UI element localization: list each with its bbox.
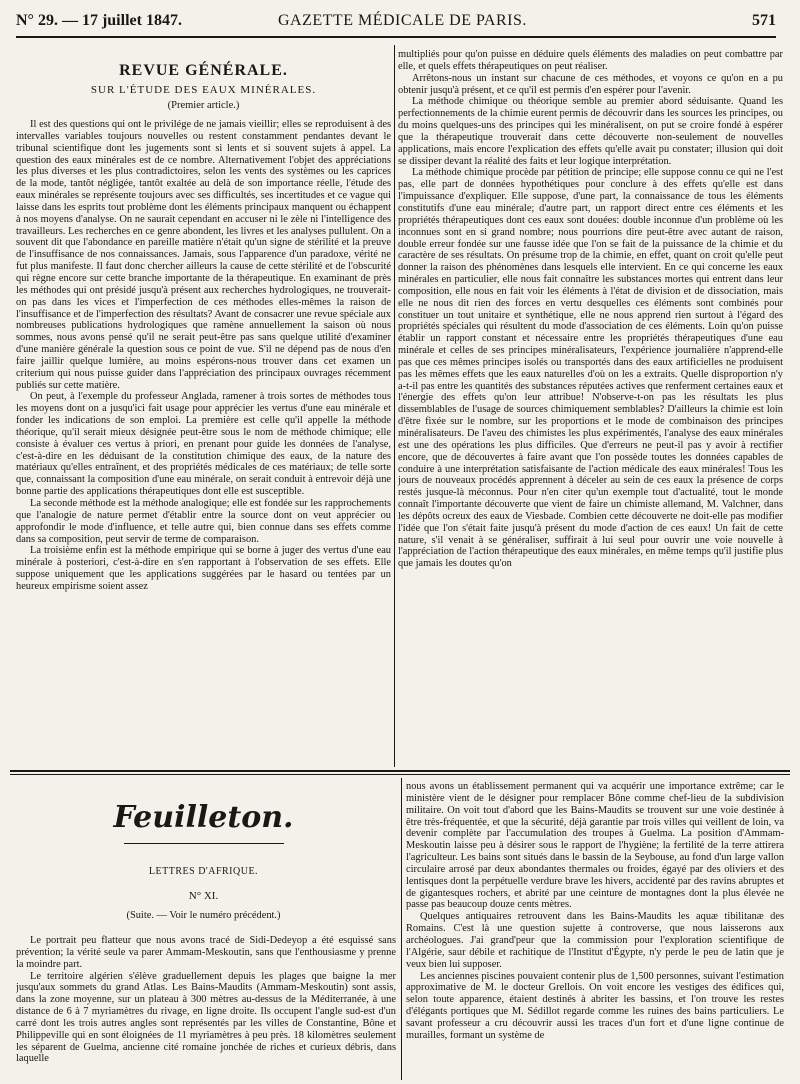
lettres-suite: (Suite. — Voir le numéro précédent.): [126, 910, 281, 921]
column-divider: [394, 45, 395, 767]
revue-title: REVUE GÉNÉRALE.: [119, 62, 288, 79]
revue-paragraph: La méthode chimique ou théorique semble au premier abord séduisante. Quand les perfectionnements de la chimie eurent permis de découvrir dans les sources les principes, ou du moins quelques-uns des principes qui les minéralisent, on put se croire fondé à espérer que la thérapeutique trouverait dans cette découverte non-seulement de nouvelles applications, mais encore l'explication des effets qu'elle avait pu constater; illusion qui doit se dissiper devant la réalité des faits et leur logique interprétation.: [398, 96, 783, 167]
revue-paragraph: La troisième enfin est la méthode empirique qui se borne à juger des vertus d'une eau minérale à posteriori, c'est-à-dire en s'en rapportant à l'observation de ses effets. Elle suppose uniquement que les applications suggérées par le hasard ou tentées par un heureux empirisme soient assez: [16, 545, 391, 592]
feuilleton-rule: [124, 843, 284, 845]
feuilleton-paragraph: nous avons un établissement permanent qui va acquérir une importance extrême; car le ministère vient de le désigner pour remplacer Bône comme chef-lieu de la subdivision militaire. On voit tout d'abord que les Bains-Maudits se trouvent sur une voie destinée à être très-fréquentée, et que la sécurité, déjà garantie par trois villes qui veillent de loin, va devenir complète par l'accumulation des troupes à Guelma. La position d'Ammam-Meskoutin laisse peu à désirer sous le rapport de l'hygiène; la fertilité de la terre attirera l'agriculteur. Les bains sont situés dans le bassin de la Seybouse, au fond d'un large vallon circulaire arrosé par deux abondantes thermales ou froides, égayé par des oliviers et des lentisques dont la perpétuelle verdure brave les hivers, accidenté par des ravins abruptes et de gigantesques rochers, et abrité par une ceinture de montagnes dont la plus élevée ne passe pas beaucoup douze cents mètres.: [406, 781, 784, 911]
feuilleton-paragraph: Quelques antiquaires retrouvent dans les Bains-Maudits les aquæ tibilitanæ des Romains. C'est là une question sujette à controverse, que nous laisserons aux archéologues. J'ai grand'peur que la commission pour l'exploration scientifique de l'Algérie, saur débile et rachitique de l'Institut d'Égypte, n'y perde le peu de latin que je veux bien lui supposer.: [406, 911, 784, 970]
lettres-heading: LETTRES D'AFRIQUE.: [148, 866, 259, 877]
lettres-number: N° XI.: [188, 890, 219, 902]
feuilleton-column-divider: [401, 778, 402, 1080]
revue-paragraph: multipliés pour qu'on puisse en déduire quels éléments des maladies on peut combattre par elle, et quels effets thérapeutiques on peut réaliser.: [398, 49, 783, 72]
issue-date: N° 29. — 17 juillet 1847.: [16, 12, 182, 29]
feuilleton-paragraph: Le portrait peu flatteur que nous avons tracé de Sidi-Dedeyop a été esquissé sans prévention; la vérité seule va parer Ammam-Meskoutin, sans que l'enthousiasme y prenne la moindre part.: [16, 935, 396, 970]
newspaper-title: GAZETTE MÉDICALE DE PARIS.: [278, 12, 527, 29]
page-number: 571: [752, 12, 776, 29]
feuilleton-separator: [10, 770, 790, 775]
revue-left-column: [16, 119, 391, 767]
masthead: [16, 10, 776, 38]
feuilleton-left-column: [16, 935, 396, 1080]
revue-paragraph: Il est des questions qui ont le privilége de ne jamais vieillir; elles se reproduisent à des intervalles variables toujours nouvelles ou restent constamment pendantes devant le tribunal scientifique dont les jugements sont si lents et si souvent sujets à appel. La question des eaux minérales est de ce nombre. Alternativement l'objet des appréciations les plus diverses et les plus contradictoires, selon les vents des systèmes ou les caprices de la mode, tantôt négligée, tantôt exaltée au delà de son importance réelle, l'étude des eaux minérales se représente toujours avec ses difficultés, ses incertitudes et ce vague qui laisse dans les esprits tout problème dont les éléments principaux manquent ou échappent à nos moyens d'analyse. On ne saurait cependant en accuser ni le zèle ni l'intelligence des travailleurs. Les recherches en ce genre abondent, les livres et les analyses pullulent. On a souvent dit que l'abondance en pareille matière n'était qu'un signe de stérilité et la preuve de l'insuffisance de nos connaissances. Jamais, sous l'apparence d'un paradoxe, vérité ne fut plus manifeste. Il faut donc chercher ailleurs la cause de cette stérilité et de l'obscurité qui règne encore sur cette branche importante de la thérapeutique. En examinant de près les méthodes qui ont présidé jusqu'à présent aux recherches hydrologiques, ne trouverait-on pas dans les vices et l'imperfection de ces méthodes elles-mêmes la raison de l'insuffisance et de l'imperfection des résultats? Avant de consacrer une revue spéciale aux nombreuses publications hydrologiques que ramène annuellement la saison où nous sommes, nous avons pensé qu'il ne serait peut-être pas sans quelque utilité d'examiner d'une manière générale la question sous ce point de vue. S'il ne dépend pas de nous d'en faire jaillir quelque lumière, au moins espérons-nous trouver dans cet examen un criterium qui nous puisse guider dans l'appréciation des principaux ouvrages récemment publiés sur cette matière.: [16, 119, 391, 391]
revue-paragraph: Arrêtons-nous un instant sur chacune de ces méthodes, et voyons ce qu'on en a pu obtenir jusqu'à présent, et ce qu'il est permis d'en espérer pour l'avenir.: [398, 72, 783, 96]
feuilleton-right-column: [406, 781, 784, 1079]
revue-paragraph: La seconde méthode est la méthode analogique; elle est fondée sur les rapprochements que l'analogie de nature permet d'établir entre la source dont on veut apprécier ou approfondir le mode d'influence, et telle autre qui, bien connue dans ses effets comme dans sa composition, peut servir de terme de comparaison.: [16, 498, 391, 545]
revue-paragraph: La méthode chimique procède par pétition de principe; elle suppose connu ce qui ne l'est pas, elle part de données hypothétiques pour conclure à des effets qu'elle est dans l'impuissance d'expliquer. Elle suppose, d'une part, la connaissance de tous les éléments constitutifs d'une eau minérale; d'autre part, un rapport direct entre ces éléments et les propriétés thérapeutiques dont ces eaux sont douées: double inconnue d'un problème où les inconnues sont en si grand nombre; nous pourrions dire peut-être avec autant de raison, double erreur fondée sur une fausse idée que l'on se fait de la puissance de la chimie et du caractère de ses résultats. On présume trop de la chimie, en effet, quant on croit qu'elle peut donner la raison des phénomènes dans lesquels elle intervient. En ce qui concerne les eaux minérales en particulier, elle nous fait connaître les substances mortes qui entrent dans leur composition, elle nous en fait voir les éléments à l'état de division et de dissociation, mais elle ne nous dit rien des forces en vertu desquelles ces éléments sont combinés pour constituer un tout unitaire et synthétique, elle ne nous apprend rien surtout à l'égard des propriétés spéciales qui résultent du mode d'association de ces éléments. Loin qu'on puisse établir un rapport constant et nécessaire entre les propriétés thérapeutiques d'une eau minérale et celles de ses principes minéralisateurs, l'expérience journalière n'apprend-elle pas que ces mêmes principes isolés ou transportés dans des eaux artificielles ne produisent pas les mêmes effets que les eaux naturelles d'où on les a extraits. Quelle disproportion n'y a-t-il pas entre les quantités des substances réputées actives que renferment certaines eaux et l'énergie des effets qu'on leur attribue! N'observe-t-on pas les résultats les plus dissemblables de l'usage de sources chimiquement semblables? D'ailleurs la chimie est loin d'être fixée sur le nombre, sur les proportions et le mode de combinaison des principes minéralisateurs. De l'aveu des chimistes les plus expérimentés, l'analyse des eaux minérales est une des opérations les plus difficiles. Que d'erreurs ne peut-il pas y avoir à rectifier encore, que de découvertes à faire avant que l'on possède toutes les données capables de conduire à une interprétation satisfaisante de l'action médicale des eaux minérales! Tous les jours de nouveaux procédés apprennent à déceler au sein de ces eaux la présence de corps restés jusque-là méconnus. Pour n'en citer qu'un exemple tout d'actualité, tout le monde connaît l'importante découverte que vient de faire un chimiste allemand, M. Valchner, dans les dépôts ocreux des eaux de Viesbade. Combien cette découverte ne doit-elle pas modifier l'idée que l'on s'était faite jusqu'à présent du mode d'action de ces eaux! Un fait de cette nature, s'il venait à se généraliser, suffirait à lui seul pour ouvrir une voie nouvelle à l'appréciation de l'action thérapeutique des eaux minérales, en même temps qu'il justifie plus que jamais les doutes qu'on: [398, 167, 783, 570]
revue-subtitle: SUR L'ÉTUDE DES EAUX MINÉRALES.: [90, 84, 317, 96]
revue-paragraph: On peut, à l'exemple du professeur Anglada, ramener à trois sortes de méthodes tous les moyens dont on a jusqu'ici fait usage pour apprécier les vertus d'une eau minérale et fonder les indications de son emploi. La première est celle qu'il appelle la méthode théorique, qu'il serait mieux désignée peut-être sous le nom de méthode chimique; elle consiste à évaluer ces vertus à priori, en prenant pour guide les données de l'analyse, c'est-à-dire en les déduisant de la constitution chimique des eaux, de la nature des matériaux qu'elles entraînent, et des propriétés médicales de ces matériaux; de telle sorte que, connaissant la composition d'une eau minérale, on serait conduit à entrevoir déjà une bonne partie des applications thérapeutiques dont elle est susceptible.: [16, 391, 391, 498]
feuilleton-paragraph: Les anciennes piscines pouvaient contenir plus de 1,500 personnes, suivant l'estimation approximative de M. le docteur Grellois. On voit encore les vestiges des édifices qui, selon toute apparence, étaient destinés à abriter les bassins, et l'on trouve les restes d'élégants portiques que M. Sédillot regarde comme les ruines des bains particuliers. Le savant professeur a cru découvrir aussi les traces d'un fort et d'une ligne continue de murailles, formant un système de: [406, 970, 784, 1041]
feuilleton-title: Feuilleton.: [113, 800, 294, 835]
revue-right-column: [398, 49, 783, 767]
revue-article-label: (Premier article.): [167, 100, 240, 111]
feuilleton-paragraph: Le territoire algérien s'élève graduellement depuis les plages que baigne la mer jusqu'aux sommets du grand Atlas. Les Bains-Maudits (Ammam-Meskoutin) sont assis, dans la zone moyenne, sur un plateau à 300 mètres au-dessus de la Méditerranée, à une distance de 6 à 7 myriamètres du rivage, en ligne droite. Ils occupent l'angle sud-est d'un carré dont les trois autres angles sont représentés par les villes de Constantine, Bône et Philippeville qui en sont éloignées de 11 myriamètres à peu près. 18 kilomètres seulement les séparent de Guelma, ancienne cité romaine jonchée de riches et curieux débris, dans laquelle: [16, 970, 396, 1065]
